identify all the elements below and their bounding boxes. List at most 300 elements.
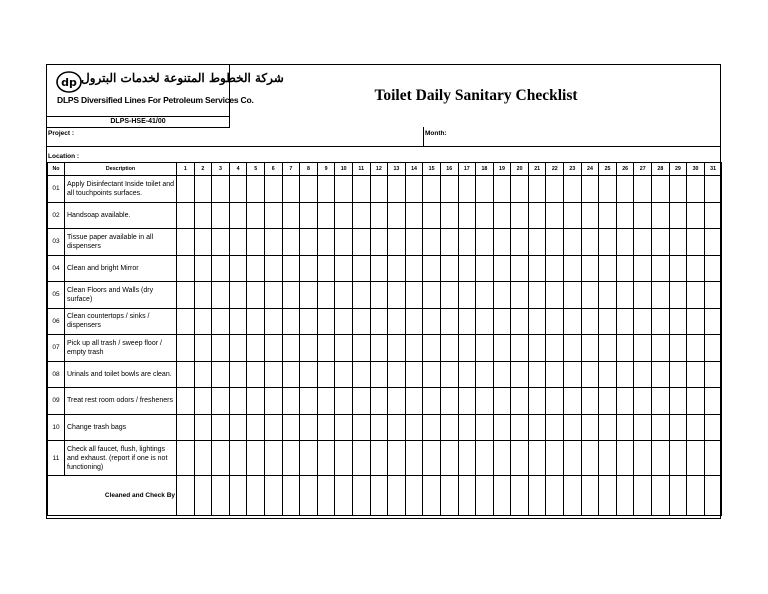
check-cell[interactable]	[616, 229, 634, 256]
signature-cell[interactable]	[458, 476, 476, 516]
check-cell[interactable]	[528, 176, 546, 203]
check-cell[interactable]	[599, 229, 617, 256]
signature-cell[interactable]	[405, 476, 423, 516]
check-cell[interactable]	[212, 335, 230, 362]
check-cell[interactable]	[616, 282, 634, 309]
check-cell[interactable]	[177, 255, 195, 282]
check-cell[interactable]	[669, 441, 687, 476]
check-cell[interactable]	[687, 255, 705, 282]
check-cell[interactable]	[652, 176, 670, 203]
check-cell[interactable]	[493, 414, 511, 441]
check-cell[interactable]	[370, 441, 388, 476]
check-cell[interactable]	[546, 308, 564, 335]
check-cell[interactable]	[634, 335, 652, 362]
check-cell[interactable]	[599, 202, 617, 229]
check-cell[interactable]	[511, 255, 529, 282]
check-cell[interactable]	[405, 229, 423, 256]
check-cell[interactable]	[264, 229, 282, 256]
check-cell[interactable]	[564, 335, 582, 362]
check-cell[interactable]	[440, 361, 458, 388]
check-cell[interactable]	[669, 335, 687, 362]
check-cell[interactable]	[212, 388, 230, 415]
check-cell[interactable]	[581, 229, 599, 256]
check-cell[interactable]	[458, 176, 476, 203]
check-cell[interactable]	[528, 229, 546, 256]
check-cell[interactable]	[511, 441, 529, 476]
check-cell[interactable]	[229, 229, 247, 256]
check-cell[interactable]	[229, 414, 247, 441]
check-cell[interactable]	[370, 414, 388, 441]
check-cell[interactable]	[264, 282, 282, 309]
check-cell[interactable]	[599, 282, 617, 309]
check-cell[interactable]	[652, 388, 670, 415]
check-cell[interactable]	[370, 202, 388, 229]
check-cell[interactable]	[388, 414, 406, 441]
check-cell[interactable]	[352, 414, 370, 441]
check-cell[interactable]	[194, 308, 212, 335]
check-cell[interactable]	[528, 414, 546, 441]
check-cell[interactable]	[458, 335, 476, 362]
check-cell[interactable]	[687, 308, 705, 335]
check-cell[interactable]	[687, 335, 705, 362]
check-cell[interactable]	[177, 282, 195, 309]
check-cell[interactable]	[546, 414, 564, 441]
check-cell[interactable]	[652, 282, 670, 309]
check-cell[interactable]	[687, 229, 705, 256]
check-cell[interactable]	[493, 335, 511, 362]
check-cell[interactable]	[317, 282, 335, 309]
check-cell[interactable]	[317, 414, 335, 441]
check-cell[interactable]	[634, 441, 652, 476]
check-cell[interactable]	[652, 308, 670, 335]
check-cell[interactable]	[212, 282, 230, 309]
check-cell[interactable]	[352, 308, 370, 335]
check-cell[interactable]	[300, 202, 318, 229]
check-cell[interactable]	[616, 361, 634, 388]
check-cell[interactable]	[546, 229, 564, 256]
check-cell[interactable]	[247, 176, 265, 203]
check-cell[interactable]	[687, 202, 705, 229]
check-cell[interactable]	[704, 229, 722, 256]
check-cell[interactable]	[300, 229, 318, 256]
check-cell[interactable]	[511, 176, 529, 203]
check-cell[interactable]	[440, 229, 458, 256]
check-cell[interactable]	[370, 229, 388, 256]
check-cell[interactable]	[652, 335, 670, 362]
check-cell[interactable]	[669, 414, 687, 441]
check-cell[interactable]	[194, 388, 212, 415]
check-cell[interactable]	[423, 282, 441, 309]
check-cell[interactable]	[669, 255, 687, 282]
check-cell[interactable]	[581, 335, 599, 362]
check-cell[interactable]	[493, 255, 511, 282]
check-cell[interactable]	[282, 335, 300, 362]
check-cell[interactable]	[528, 441, 546, 476]
check-cell[interactable]	[458, 388, 476, 415]
check-cell[interactable]	[300, 335, 318, 362]
signature-cell[interactable]	[352, 476, 370, 516]
check-cell[interactable]	[476, 361, 494, 388]
check-cell[interactable]	[405, 414, 423, 441]
check-cell[interactable]	[388, 441, 406, 476]
check-cell[interactable]	[388, 361, 406, 388]
check-cell[interactable]	[370, 335, 388, 362]
check-cell[interactable]	[476, 202, 494, 229]
check-cell[interactable]	[511, 202, 529, 229]
check-cell[interactable]	[247, 202, 265, 229]
check-cell[interactable]	[704, 308, 722, 335]
check-cell[interactable]	[352, 255, 370, 282]
check-cell[interactable]	[458, 308, 476, 335]
check-cell[interactable]	[599, 255, 617, 282]
check-cell[interactable]	[194, 282, 212, 309]
check-cell[interactable]	[564, 308, 582, 335]
check-cell[interactable]	[652, 229, 670, 256]
check-cell[interactable]	[669, 308, 687, 335]
check-cell[interactable]	[458, 202, 476, 229]
check-cell[interactable]	[352, 388, 370, 415]
check-cell[interactable]	[599, 388, 617, 415]
signature-cell[interactable]	[493, 476, 511, 516]
signature-cell[interactable]	[264, 476, 282, 516]
check-cell[interactable]	[564, 229, 582, 256]
check-cell[interactable]	[687, 176, 705, 203]
check-cell[interactable]	[634, 388, 652, 415]
check-cell[interactable]	[652, 441, 670, 476]
check-cell[interactable]	[546, 361, 564, 388]
check-cell[interactable]	[634, 308, 652, 335]
check-cell[interactable]	[581, 202, 599, 229]
check-cell[interactable]	[264, 308, 282, 335]
check-cell[interactable]	[388, 308, 406, 335]
check-cell[interactable]	[405, 308, 423, 335]
check-cell[interactable]	[511, 282, 529, 309]
check-cell[interactable]	[634, 361, 652, 388]
check-cell[interactable]	[229, 361, 247, 388]
check-cell[interactable]	[440, 202, 458, 229]
check-cell[interactable]	[546, 176, 564, 203]
signature-cell[interactable]	[704, 476, 722, 516]
signature-cell[interactable]	[511, 476, 529, 516]
check-cell[interactable]	[335, 388, 353, 415]
check-cell[interactable]	[194, 441, 212, 476]
check-cell[interactable]	[476, 414, 494, 441]
check-cell[interactable]	[423, 361, 441, 388]
check-cell[interactable]	[581, 176, 599, 203]
check-cell[interactable]	[616, 414, 634, 441]
check-cell[interactable]	[704, 255, 722, 282]
check-cell[interactable]	[493, 441, 511, 476]
check-cell[interactable]	[493, 176, 511, 203]
check-cell[interactable]	[704, 202, 722, 229]
check-cell[interactable]	[317, 255, 335, 282]
check-cell[interactable]	[212, 308, 230, 335]
check-cell[interactable]	[599, 308, 617, 335]
check-cell[interactable]	[511, 335, 529, 362]
check-cell[interactable]	[564, 282, 582, 309]
check-cell[interactable]	[687, 414, 705, 441]
check-cell[interactable]	[564, 388, 582, 415]
check-cell[interactable]	[581, 361, 599, 388]
check-cell[interactable]	[264, 255, 282, 282]
check-cell[interactable]	[476, 441, 494, 476]
signature-cell[interactable]	[616, 476, 634, 516]
check-cell[interactable]	[264, 202, 282, 229]
check-cell[interactable]	[177, 202, 195, 229]
check-cell[interactable]	[581, 282, 599, 309]
check-cell[interactable]	[212, 255, 230, 282]
signature-cell[interactable]	[388, 476, 406, 516]
check-cell[interactable]	[264, 361, 282, 388]
check-cell[interactable]	[388, 176, 406, 203]
check-cell[interactable]	[704, 388, 722, 415]
check-cell[interactable]	[177, 388, 195, 415]
check-cell[interactable]	[229, 202, 247, 229]
check-cell[interactable]	[335, 335, 353, 362]
check-cell[interactable]	[599, 335, 617, 362]
check-cell[interactable]	[704, 176, 722, 203]
signature-cell[interactable]	[370, 476, 388, 516]
check-cell[interactable]	[212, 229, 230, 256]
check-cell[interactable]	[599, 361, 617, 388]
check-cell[interactable]	[458, 441, 476, 476]
signature-cell[interactable]	[440, 476, 458, 516]
check-cell[interactable]	[581, 388, 599, 415]
check-cell[interactable]	[247, 414, 265, 441]
check-cell[interactable]	[511, 388, 529, 415]
check-cell[interactable]	[652, 255, 670, 282]
check-cell[interactable]	[352, 282, 370, 309]
check-cell[interactable]	[388, 335, 406, 362]
check-cell[interactable]	[669, 176, 687, 203]
check-cell[interactable]	[440, 308, 458, 335]
check-cell[interactable]	[352, 229, 370, 256]
check-cell[interactable]	[335, 176, 353, 203]
check-cell[interactable]	[247, 335, 265, 362]
check-cell[interactable]	[616, 335, 634, 362]
check-cell[interactable]	[247, 255, 265, 282]
check-cell[interactable]	[282, 414, 300, 441]
check-cell[interactable]	[546, 282, 564, 309]
check-cell[interactable]	[704, 361, 722, 388]
check-cell[interactable]	[669, 388, 687, 415]
check-cell[interactable]	[669, 361, 687, 388]
check-cell[interactable]	[476, 335, 494, 362]
check-cell[interactable]	[317, 229, 335, 256]
check-cell[interactable]	[405, 441, 423, 476]
check-cell[interactable]	[194, 335, 212, 362]
check-cell[interactable]	[212, 414, 230, 441]
signature-cell[interactable]	[581, 476, 599, 516]
check-cell[interactable]	[616, 308, 634, 335]
check-cell[interactable]	[476, 255, 494, 282]
check-cell[interactable]	[335, 308, 353, 335]
check-cell[interactable]	[564, 255, 582, 282]
signature-cell[interactable]	[687, 476, 705, 516]
signature-cell[interactable]	[194, 476, 212, 516]
check-cell[interactable]	[423, 255, 441, 282]
check-cell[interactable]	[352, 441, 370, 476]
check-cell[interactable]	[177, 414, 195, 441]
check-cell[interactable]	[599, 441, 617, 476]
check-cell[interactable]	[528, 255, 546, 282]
check-cell[interactable]	[493, 361, 511, 388]
check-cell[interactable]	[282, 176, 300, 203]
check-cell[interactable]	[335, 202, 353, 229]
check-cell[interactable]	[423, 229, 441, 256]
check-cell[interactable]	[616, 202, 634, 229]
check-cell[interactable]	[317, 361, 335, 388]
check-cell[interactable]	[440, 414, 458, 441]
check-cell[interactable]	[704, 441, 722, 476]
check-cell[interactable]	[423, 414, 441, 441]
check-cell[interactable]	[564, 361, 582, 388]
check-cell[interactable]	[476, 308, 494, 335]
check-cell[interactable]	[264, 414, 282, 441]
check-cell[interactable]	[476, 176, 494, 203]
signature-cell[interactable]	[669, 476, 687, 516]
check-cell[interactable]	[564, 176, 582, 203]
signature-cell[interactable]	[177, 476, 195, 516]
check-cell[interactable]	[212, 202, 230, 229]
check-cell[interactable]	[634, 414, 652, 441]
check-cell[interactable]	[247, 229, 265, 256]
check-cell[interactable]	[300, 255, 318, 282]
check-cell[interactable]	[212, 441, 230, 476]
check-cell[interactable]	[335, 441, 353, 476]
check-cell[interactable]	[317, 441, 335, 476]
check-cell[interactable]	[388, 255, 406, 282]
check-cell[interactable]	[616, 388, 634, 415]
check-cell[interactable]	[194, 255, 212, 282]
check-cell[interactable]	[317, 388, 335, 415]
check-cell[interactable]	[300, 388, 318, 415]
signature-cell[interactable]	[282, 476, 300, 516]
check-cell[interactable]	[282, 441, 300, 476]
check-cell[interactable]	[264, 335, 282, 362]
check-cell[interactable]	[423, 388, 441, 415]
signature-cell[interactable]	[564, 476, 582, 516]
check-cell[interactable]	[493, 202, 511, 229]
check-cell[interactable]	[229, 308, 247, 335]
check-cell[interactable]	[405, 176, 423, 203]
check-cell[interactable]	[247, 282, 265, 309]
check-cell[interactable]	[177, 335, 195, 362]
check-cell[interactable]	[229, 176, 247, 203]
check-cell[interactable]	[370, 255, 388, 282]
check-cell[interactable]	[352, 202, 370, 229]
check-cell[interactable]	[335, 361, 353, 388]
check-cell[interactable]	[388, 202, 406, 229]
check-cell[interactable]	[493, 308, 511, 335]
check-cell[interactable]	[458, 282, 476, 309]
check-cell[interactable]	[300, 308, 318, 335]
check-cell[interactable]	[669, 282, 687, 309]
check-cell[interactable]	[423, 441, 441, 476]
check-cell[interactable]	[300, 361, 318, 388]
check-cell[interactable]	[476, 388, 494, 415]
check-cell[interactable]	[405, 255, 423, 282]
check-cell[interactable]	[581, 441, 599, 476]
check-cell[interactable]	[335, 229, 353, 256]
check-cell[interactable]	[634, 176, 652, 203]
check-cell[interactable]	[440, 255, 458, 282]
check-cell[interactable]	[229, 441, 247, 476]
signature-cell[interactable]	[317, 476, 335, 516]
check-cell[interactable]	[247, 308, 265, 335]
signature-cell[interactable]	[212, 476, 230, 516]
check-cell[interactable]	[229, 335, 247, 362]
check-cell[interactable]	[440, 388, 458, 415]
check-cell[interactable]	[581, 414, 599, 441]
check-cell[interactable]	[177, 361, 195, 388]
check-cell[interactable]	[423, 308, 441, 335]
signature-cell[interactable]	[423, 476, 441, 516]
check-cell[interactable]	[440, 176, 458, 203]
check-cell[interactable]	[300, 282, 318, 309]
signature-cell[interactable]	[229, 476, 247, 516]
check-cell[interactable]	[528, 202, 546, 229]
check-cell[interactable]	[440, 441, 458, 476]
check-cell[interactable]	[300, 441, 318, 476]
check-cell[interactable]	[652, 202, 670, 229]
check-cell[interactable]	[528, 335, 546, 362]
check-cell[interactable]	[317, 308, 335, 335]
check-cell[interactable]	[194, 202, 212, 229]
check-cell[interactable]	[405, 361, 423, 388]
check-cell[interactable]	[546, 202, 564, 229]
check-cell[interactable]	[634, 255, 652, 282]
check-cell[interactable]	[458, 361, 476, 388]
check-cell[interactable]	[194, 176, 212, 203]
check-cell[interactable]	[405, 282, 423, 309]
check-cell[interactable]	[370, 176, 388, 203]
check-cell[interactable]	[264, 176, 282, 203]
check-cell[interactable]	[352, 176, 370, 203]
check-cell[interactable]	[440, 335, 458, 362]
check-cell[interactable]	[687, 388, 705, 415]
check-cell[interactable]	[581, 255, 599, 282]
check-cell[interactable]	[388, 282, 406, 309]
check-cell[interactable]	[282, 308, 300, 335]
check-cell[interactable]	[458, 229, 476, 256]
check-cell[interactable]	[264, 441, 282, 476]
check-cell[interactable]	[370, 388, 388, 415]
check-cell[interactable]	[652, 414, 670, 441]
check-cell[interactable]	[511, 414, 529, 441]
check-cell[interactable]	[704, 282, 722, 309]
check-cell[interactable]	[564, 441, 582, 476]
check-cell[interactable]	[493, 229, 511, 256]
check-cell[interactable]	[599, 414, 617, 441]
check-cell[interactable]	[370, 361, 388, 388]
check-cell[interactable]	[282, 282, 300, 309]
check-cell[interactable]	[546, 255, 564, 282]
check-cell[interactable]	[405, 202, 423, 229]
check-cell[interactable]	[528, 282, 546, 309]
check-cell[interactable]	[282, 361, 300, 388]
check-cell[interactable]	[282, 388, 300, 415]
signature-cell[interactable]	[599, 476, 617, 516]
check-cell[interactable]	[440, 282, 458, 309]
check-cell[interactable]	[599, 176, 617, 203]
check-cell[interactable]	[388, 388, 406, 415]
signature-cell[interactable]	[528, 476, 546, 516]
check-cell[interactable]	[194, 414, 212, 441]
check-cell[interactable]	[194, 229, 212, 256]
check-cell[interactable]	[229, 388, 247, 415]
check-cell[interactable]	[229, 282, 247, 309]
